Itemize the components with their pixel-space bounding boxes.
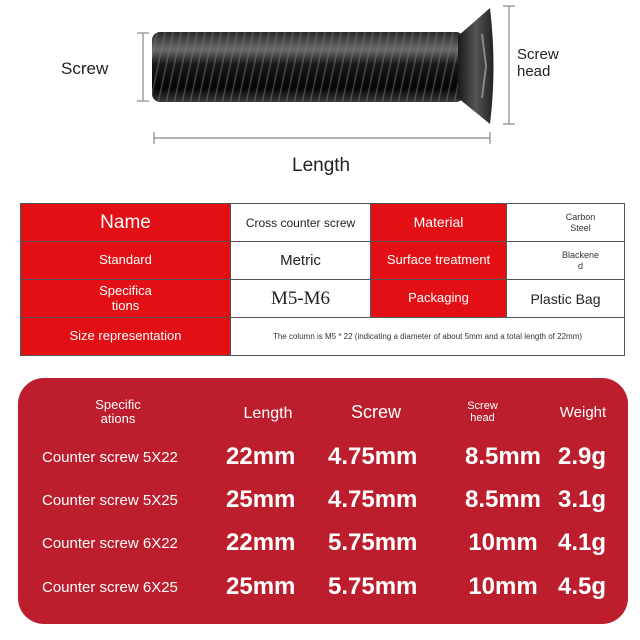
spec-row-name	[21, 204, 625, 242]
row-screw: 4.75mm	[328, 486, 418, 513]
row-length: 22mm	[226, 529, 296, 556]
size-row	[18, 441, 628, 477]
length-label: Length	[292, 155, 351, 176]
row-name: Counter screw 5X22	[42, 449, 178, 466]
standard-value: Metric	[231, 242, 371, 280]
specifications-label-line1: Specifica	[99, 282, 152, 298]
row-screw: 4.75mm	[328, 443, 418, 470]
header-screw-head-line1: Screw	[467, 400, 498, 412]
head-dimension-line	[503, 6, 515, 124]
spec-row-size	[21, 318, 625, 356]
header-specifications-line2: ations	[100, 411, 136, 427]
specifications-value: M5-M6	[231, 280, 371, 318]
header-screw: Screw	[350, 402, 401, 422]
spec-row-specifications	[21, 280, 625, 318]
row-length: 22mm	[226, 443, 296, 470]
header-specifications-line1: Specific	[95, 397, 141, 412]
length-dimension-line	[154, 132, 490, 144]
row-length: 25mm	[226, 486, 296, 513]
screw-head-label-line1: Screw	[517, 46, 559, 63]
row-weight: 4.5g	[558, 573, 607, 600]
header-screw-head	[455, 400, 510, 424]
screw-shaft	[152, 32, 464, 102]
screw-dimension-line	[137, 33, 149, 101]
row-name: Counter screw 6X22	[42, 535, 178, 552]
surface-treatment-value	[507, 242, 625, 280]
row-screw: 5.75mm	[328, 573, 418, 600]
specifications-label	[21, 280, 231, 318]
row-name: Counter screw 5X25	[42, 492, 178, 509]
screw-head	[458, 8, 494, 124]
size-representation-note: The column is M5 * 22 (indicating a diameter of about 5mm and a total length of 22mm)	[231, 318, 625, 356]
header-specifications	[78, 398, 158, 427]
standard-label: Standard	[21, 242, 231, 280]
row-weight: 3.1g	[558, 486, 607, 513]
row-length: 25mm	[226, 573, 296, 600]
row-head: 10mm	[468, 529, 538, 556]
surface-treatment-label: Surface treatment	[371, 242, 507, 280]
row-weight: 2.9g	[558, 443, 607, 470]
row-head: 8.5mm	[464, 486, 542, 513]
name-label: Name	[21, 204, 231, 242]
header-length: Length	[243, 405, 293, 422]
material-value-line2: Steel	[570, 222, 591, 233]
name-value: Cross counter screw	[231, 204, 371, 242]
surface-treatment-line1: Blackene	[561, 249, 600, 260]
screw-head-label-line2: head	[517, 63, 551, 81]
packaging-label: Packaging	[371, 280, 507, 318]
size-row	[18, 527, 628, 563]
row-weight: 4.1g	[558, 529, 607, 556]
screw-diagram	[0, 0, 640, 195]
row-name: Counter screw 6X25	[42, 579, 178, 596]
material-label: Material	[371, 204, 507, 242]
sizes-panel	[18, 378, 628, 624]
packaging-value: Plastic Bag	[507, 280, 625, 318]
material-value	[507, 204, 625, 242]
row-screw: 5.75mm	[328, 529, 418, 556]
size-representation-label: Size representation	[21, 318, 231, 356]
screw-head-label	[517, 46, 559, 81]
row-head: 10mm	[468, 573, 538, 600]
row-head: 8.5mm	[464, 443, 542, 470]
spec-table	[20, 203, 625, 356]
size-row	[18, 484, 628, 520]
specifications-label-line2: tions	[111, 297, 140, 313]
surface-treatment-line2: d	[577, 260, 583, 271]
size-row	[18, 571, 628, 607]
screw-label: Screw	[61, 59, 109, 78]
material-value-line1: Carbon	[565, 211, 596, 222]
spec-row-standard	[21, 242, 625, 280]
header-screw-head-line2: head	[470, 412, 495, 425]
header-weight: Weight	[559, 404, 607, 421]
